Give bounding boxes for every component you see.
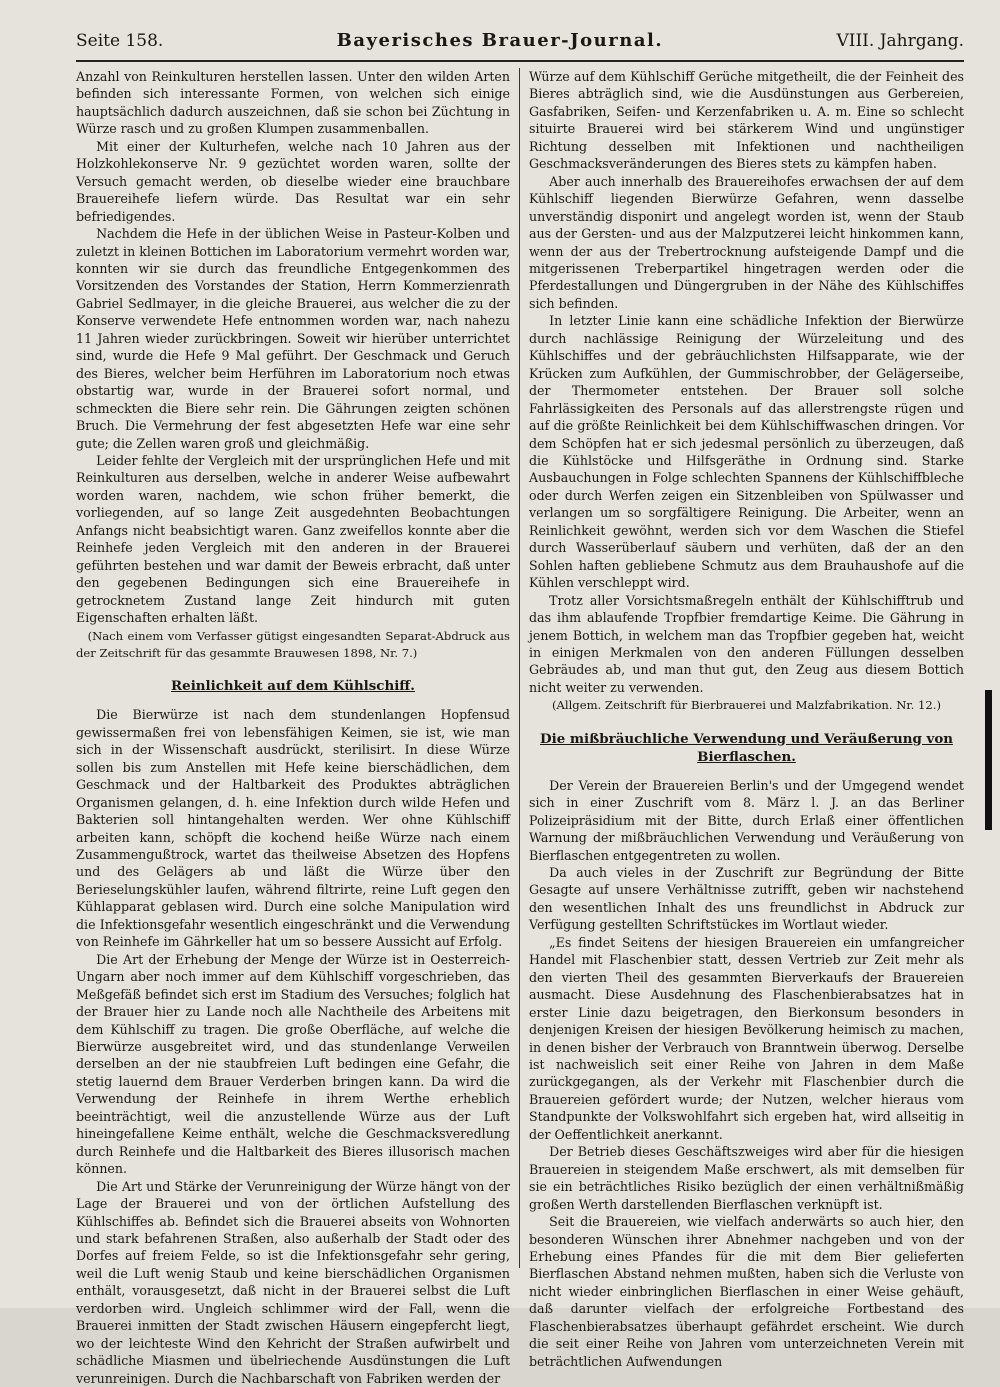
left-column — [76, 68, 520, 1386]
right-paragraph-2: Aber auch innerhalb des Brauereihofes erwachsen der auf dem Kühlschiff liegenden Bierwürze Gefahren, wenn dasselbe unverständig disponirt und angelegt worden ist, wenn der Staub aus der Gersten- und aus der Malzputzerei leicht hinkommen kann, wenn der aus der Trebertrocknung aufsteigende Dampf und die mitgerissenen Treberpartikel hingetragen werden oder die Pferdestallungen und Düngergruben in der Nähe des Kühlschiffes sich befinden. — [529, 173, 964, 311]
text-columns — [76, 68, 964, 1386]
left-paragraph-2: Mit einer der Kulturhefen, welche nach 10 Jahren aus der Holzkohlekonserve Nr. 9 gezüchtet worden waren, sollte der Versuch gemacht werden, ob dieselbe wieder eine brauchbare Brauereihefe liefern würde. Das Resultat war ein sehr befriedigendes. — [76, 138, 510, 224]
page-header — [76, 30, 964, 62]
left-paragraph-6: Die Art der Erhebung der Menge der Würze ist in Oesterreich-Ungarn aber noch immer auf dem Kühlschiff vorgeschrieben, das Meßgefäß befindet sich erst im Stadium des Versuches; folglich hat der Brauer hier zu Lande noch alle Nachtheile des Arbeitens mit dem Kühlschiff zu tragen. Die große Oberfläche, auf welche die Bierwürze ausgebreitet wird, und das stundenlange Verweilen derselben an der nie staubfreien Luft bedingen eine Gefahr, die stetig lauernd dem Brauer Verderben bringen kann. Da wird die Verwendung der Reinhefe in ihrem Werthe erheblich beeinträchtigt, weil die anzustellende Würze aus der Luft hineingefallene Keime enthält, welche die Geschmacksveredlung durch Reinhefe und die Haltbarkeit des Bieres illusorisch machen können. — [76, 951, 510, 1177]
right-paragraph-6: Da auch vieles in der Zuschrift zur Begründung der Bitte Gesagte auf unsere Verhältnisse zutrifft, geben wir nachstehend den wesentlichen Inhalt des uns freundlichst in Abdruck zur Verfügung gestellten Schriftstückes im Wortlaut wieder. — [529, 865, 964, 933]
right-paragraph-5: Der Verein der Brauereien Berlin's und der Umgegend wendet sich in einer Zuschrift vom 8. März l. J. an das Berliner Polizeipräsidium mit der Bitte, durch Erlaß einer öffentlichen Warnung der mißbräuchlichen Verwendung und Veräußerung von Bierflaschen entgegentreten zu wollen. — [529, 777, 964, 863]
right-paragraph-4: Trotz aller Vorsichtsmaßregeln enthält der Kühlschifftrub und das ihm ablaufende Tropfbier fremdartige Keime. Die Gährung in jenem Bottich, in welchem man das Tropfbier gegeben hat, weicht in einigen Merkmalen von den anderen Füllungen desselben Gebräudes ab, und man thut gut, den Zeug aus diesem Bottich nicht weiter zu verwenden. — [529, 592, 964, 695]
article-heading-kuehlschiff: Reinlichkeit auf dem Kühlschiff. — [171, 678, 415, 695]
left-paragraph-4: Leider fehlte der Vergleich mit der ursprünglichen Hefe und mit Reinkulturen aus derselben, welche in anderer Weise aufbewahrt worden waren, nachdem, wie schon früher bemerkt, die vorliegenden, auf so lange Zeit ausgedehnten Beobachtungen Anfangs nicht beabsichtigt waren. Ganz zweifellos konnte aber die Reinhefe jeden Vergleich mit den anderen in der Brauerei geführten bestehen und war damit der Beweis erbracht, daß unter den gegebenen Bedingungen sich eine Brauereihefe in getrocknetem Zustand lange Zeit hindurch mit guten Eigenschaften erhalten läßt. — [76, 452, 510, 626]
left-paragraph-7: Die Art und Stärke der Verunreinigung der Würze hängt von der Lage der Brauerei und von der örtlichen Aufstellung des Kühlschiffes ab. Befindet sich die Brauerei abseits von Wohnorten und stark befahrenen Straßen, also außerhalb der Stadt oder des Dorfes auf freiem Felde, so ist die Infektionsgefahr sehr gering, weil die Luft wenig Staub und keine bierschädlichen Organismen enthält, vorausgesetzt, daß nicht in der Brauerei selbst die Luft verdorben wird. Ungleich schlimmer wird der Fall, wenn die Brauerei inmitten der Stadt zwischen Häusern eingepfercht liegt, wo der leichteste Wind den Kehricht der Straßen aufwirbelt und schädliche Miasmen und übelriechende Ausdünstungen die Luft verunreinigen. Durch die Nachbarschaft von Fabriken werden der — [76, 1178, 510, 1386]
right-paragraph-3: In letzter Linie kann eine schädliche Infektion der Bierwürze durch nachlässige Reinigung der Würzeleitung und des Kühlschiffes und der gebräuchlichsten Hilfsapparate, wie der Krücken zum Aufkühlen, der Gummischrobber, der Gelägerseibe, der Thermometer entstehen. Der Brauer soll solche Fahrlässigkeiten des Personals auf das allerstrengste rügen und auf die größte Reinlichkeit bei dem Kühlschiffwaschen dringen. Vor dem Schöpfen hat er sich jedesmal persönlich zu überzeugen, daß die Kühlstöcke und Hilfsgeräthe in Ordnung sind. Starke Ausbauchungen in Folge schlechten Spannens der Kühlschiffbleche oder durch Werfen zeigen ein Sitzenbleiben von Spülwasser und verlangen um so sorgfältigere Reinigung. Die Arbeiter, wenn an Reinlichkeit gewöhnt, werden sich vor dem Waschen die Stiefel durch Wasserüberlauf säubern und verhüten, daß der an den Sohlen haften gebliebene Schmutz aus dem Brauhaushofe auf die Kühlen verschleppt wird. — [529, 313, 964, 591]
right-paragraph-1: Würze auf dem Kühlschiff Gerüche mitgetheilt, die der Feinheit des Bieres abträglich sind, wie die Ausdünstungen aus Gerbereien, Gasfabriken, Seifen- und Kerzenfabriken u. A. m. Eine so schlecht situirte Brauerei wird bei stärkerem Wind und ungünstiger Richtung desselben mit Infektionen und nachtheiligen Geschmacksveränderungen des Bieres stets zu kämpfen haben. — [529, 69, 964, 172]
journal-title: Bayerisches Brauer-Journal. — [336, 30, 664, 51]
left-source-note: (Nach einem vom Verfasser gütigst eingesandten Separat-Abdruck aus der Zeitschrift für das gesammte Brauwesen 1898, Nr. 7.) — [76, 628, 510, 660]
article-heading-bierflaschen: Die mißbräuchliche Verwendung und Veräußerung von Bierflaschen. — [540, 730, 953, 765]
left-paragraph-1: Anzahl von Reinkulturen herstellen lassen. Unter den wilden Arten befinden sich interessante Formen, von welchen sich einige hauptsächlich dadurch auszeichnen, daß sie schon bei Züchtung in Würze rasch und zu großen Klumpen zusammenballen. — [76, 69, 510, 137]
right-paragraph-7: „Es findet Seitens der hiesigen Brauereien ein umfangreicher Handel mit Flaschenbier statt, dessen Vertrieb zur Zeit mehr als den vierten Theil des gesammten Bierverkaufs der Brauereien ausmacht. Diese Ausdehnung des Flaschenbierabsatzes hat in erster Linie dazu beigetragen, den Bierkonsum besonders in denjenigen Kreisen der hiesigen Bevölkerung heimisch zu machen, in denen bisher der Verbrauch von Branntwein überwog. Derselbe ist nachweislich seit einer Reihe von Jahren in dem Maße zurückgegangen, als der Verkehr mit Flaschenbier durch die Brauereien gefördert wurde; der Nutzen, welcher hieraus vom Standpunkte der Volkswohlfahrt sich ergeben hat, wird allseitig in der Oeffentlichkeit anerkannt. — [529, 934, 964, 1142]
left-paragraph-5: Die Bierwürze ist nach dem stundenlangen Hopfensud gewissermaßen frei von lebensfähigen Keimen, sie ist, wie man sich in der Wissenschaft ausdrückt, sterilisirt. In diese Würze sollen bis zum Anstellen mit Hefe keine bierschädlichen, dem Geschmack und der Haltbarkeit des Produktes abträglichen Organismen gelangen, d. h. eine Infektion durch wilde Hefen und Bakterien soll hintangehalten werden. Wer ohne Kühlschiff arbeiten kann, schöpft die kochend heiße Würze nach einem Zusammengußtrock, wartet das theilweise Absetzen des Hopfens und des Gelägers ab und läßt die Würze über den Berieselungskühler laufen, während filtrirte, reine Luft gegen den Kühlapparat geblasen wird. Durch eine solche Manipulation wird die Infektionsgefahr wesentlich eingeschränkt und die Verwendung von Reinhefe im Gährkeller hat um so bessere Aussicht auf Erfolg. — [76, 707, 510, 950]
page-number: Seite 158. — [76, 31, 164, 51]
binding-edge-mark — [985, 690, 992, 830]
right-paragraph-9: Seit die Brauereien, wie vielfach anderwärts so auch hier, den besonderen Wünschen ihrer Abnehmer nachgeben und von der Erhebung eines Pfandes für die mit dem Bier gelieferten Bierflaschen Abstand nehmen mußten, haben sich die Verluste von nicht wieder einbringlichen Bierflaschen in einer Weise gehäuft, daß darunter vielfach der erfolgreiche Fortbestand des Flaschenbierabsatzes überhaupt gefährdet erscheint. Wie durch die seit einer Reihe von Jahren vom unterzeichneten Verein mit beträchtlichen Aufwendungen — [529, 1214, 964, 1369]
right-column — [520, 68, 964, 1369]
volume-label: VIII. Jahrgang. — [836, 31, 964, 51]
left-paragraph-3: Nachdem die Hefe in der üblichen Weise in Pasteur-Kolben und zuletzt in kleinen Bottichen im Laboratorium vermehrt worden war, konnten wir sie durch das freundliche Entgegenkommen des Vorsitzenden des Vorstandes der Station, Herrn Kommerzienrath Gabriel Sedlmayer, in die gleiche Brauerei, aus welcher die zu der Konserve verwendete Hefe entnommen worden war, nach nahezu 11 Jahren wieder zurückbringen. Soweit wir hierüber unterrichtet sind, wurde die Hefe 9 Mal geführt. Der Geschmack und Geruch des Bieres, welcher beim Herführen im Laboratorium noch etwas obstartig war, wurde in der Brauerei sofort normal, und schmeckten die Biere sehr rein. Die Gährungen zeigten schönen Bruch. Die Vermehrung der fest abgesetzten Hefe war eine sehr gute; die Zellen waren groß und gleichmäßig. — [76, 226, 510, 451]
right-paragraph-8: Der Betrieb dieses Geschäftszweiges wird aber für die hiesigen Brauereien in steigendem Maße erschwert, als mit demselben für sie ein beträchtliches Risiko bezüglich der einen verhältnißmäßig großen Werth darstellenden Bierflaschen verknüpft ist. — [529, 1144, 964, 1212]
right-source-note: (Allgem. Zeitschrift für Bierbrauerei und Malzfabrikation. Nr. 12.) — [551, 698, 942, 713]
